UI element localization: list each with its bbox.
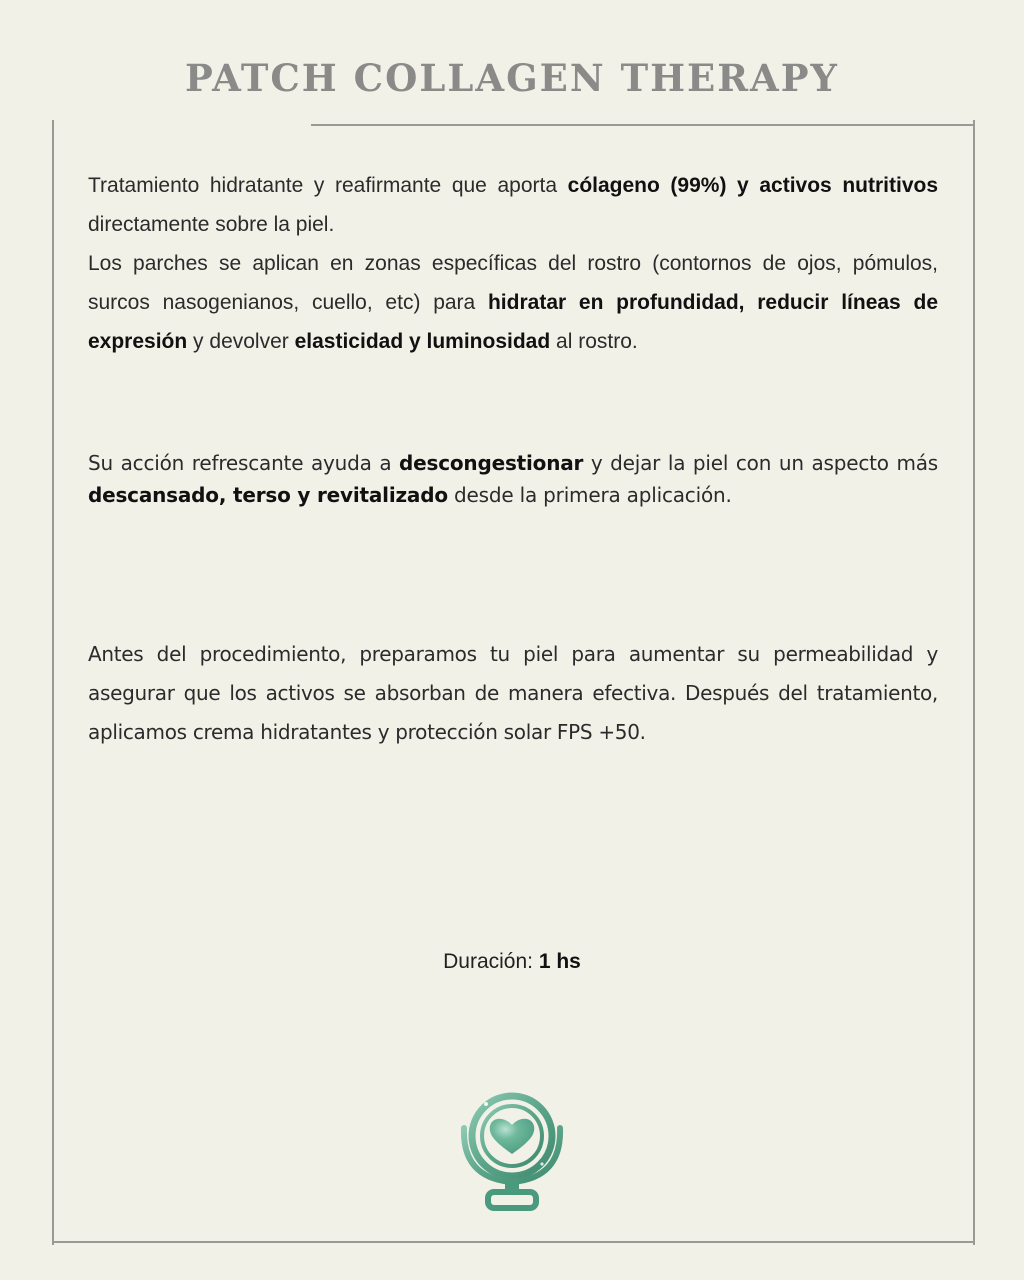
- frame-left-border: [52, 120, 54, 1245]
- duration-label: Duración:: [443, 950, 539, 973]
- frame-right-border: [973, 120, 975, 1245]
- text-segment: Su acción refrescante ayuda a: [88, 451, 400, 475]
- frame-top-border: [311, 124, 975, 126]
- highlight-text: cólageno (99%) y activos nutritivos: [567, 174, 939, 197]
- frame-bottom-border: [52, 1241, 975, 1243]
- duration-value: 1 hs: [538, 950, 581, 973]
- text-segment: al rostro.: [550, 330, 638, 353]
- text-segment: desde la primera aplicación.: [447, 482, 732, 507]
- description-paragraph: [88, 166, 938, 361]
- text-segment: Los parches se aplican en zonas específicas del rostro (contornos de ojos, pómulos, surcos nasogenianos, cuello, etc) para: [88, 252, 938, 314]
- highlight-text: elasticidad y luminosidad: [294, 330, 551, 353]
- text-segment: Tratamiento hidratante y reafirmante que aporta: [88, 174, 568, 197]
- mirror-heart-icon: [456, 1088, 568, 1214]
- benefits-paragraph: [88, 448, 938, 511]
- text-segment: y dejar la piel con un aspecto más: [583, 451, 939, 475]
- text-segment: directamente sobre la piel.: [88, 213, 335, 236]
- text-segment: [88, 244, 938, 361]
- procedure-paragraph: Antes del procedimiento, preparamos tu piel para aumentar su permeabilidad y asegurar que los activos se absorban de manera efectiva. Después del tratamiento, aplicamos crema hidratantes y protección solar FPS +50.: [88, 642, 938, 744]
- highlight-text: descongestionar: [399, 451, 584, 475]
- page-title: PATCH COLLAGEN THERAPY: [185, 56, 839, 100]
- highlight-text: descansado, terso y revitalizado: [88, 482, 448, 507]
- duration-info: [0, 950, 1024, 974]
- highlight-text: hidratar en profundidad, reducir líneas de expresión: [88, 291, 938, 353]
- text-segment: y devolver: [187, 330, 295, 353]
